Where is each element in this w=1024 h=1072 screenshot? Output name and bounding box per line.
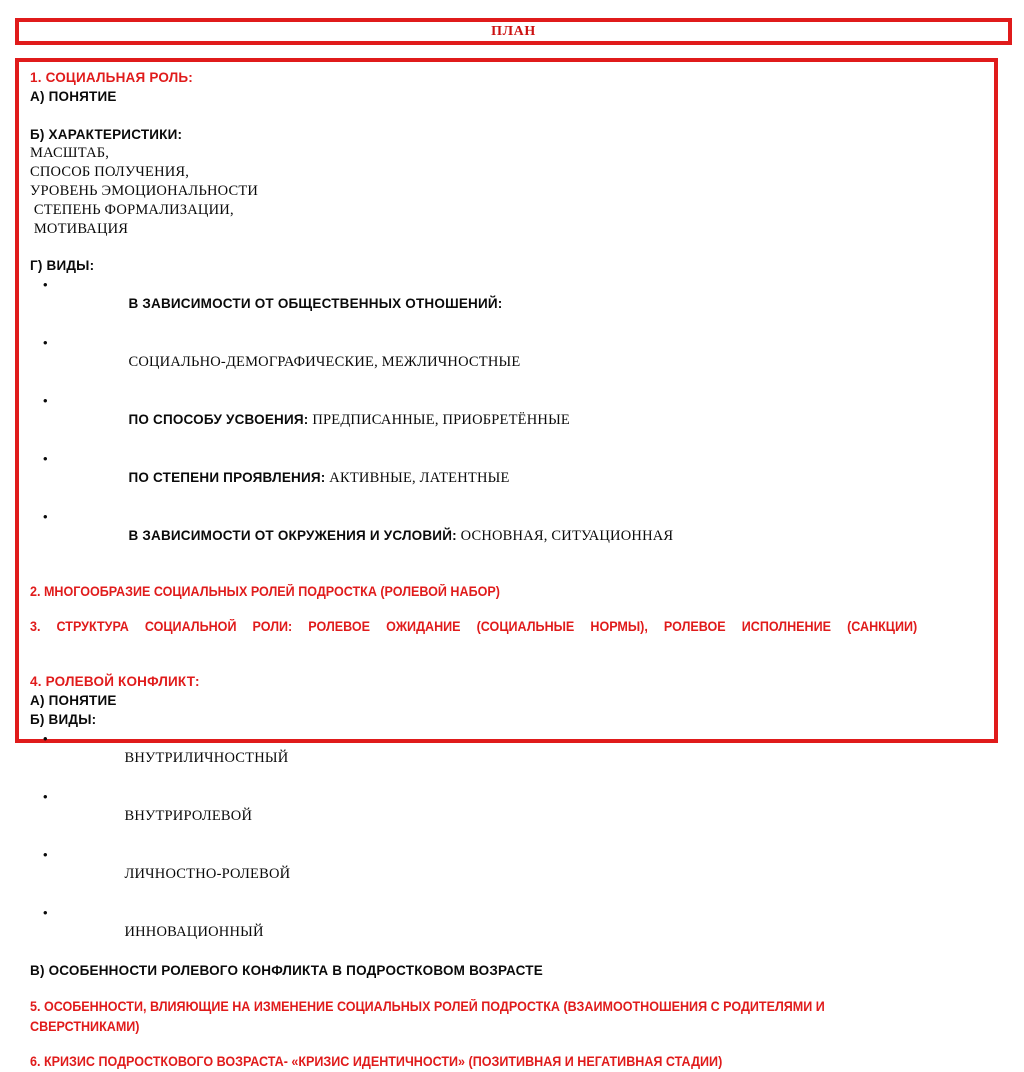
section-5-heading: 5. ОСОБЕННОСТИ, ВЛИЯЮЩИЕ НА ИЗМЕНЕНИЕ СОЦИАЛЬНЫХ РОЛЕЙ ПОДРОСТКА (ВЗАИМООТНОШЕНИЯ С РОДИТЕЛЯМИ И СВЕРСТНИКАМИ) [30, 999, 825, 1034]
list-item-plain: ОСНОВНАЯ, СИТУАЦИОННАЯ [456, 528, 674, 544]
list-item [30, 787, 984, 845]
list-item-bold: В ЗАВИСИМОСТИ ОТ ОБЩЕСТВЕННЫХ ОТНОШЕНИЙ: [128, 296, 503, 311]
list-item-plain: ВНУТРИРОЛЕВОЙ [124, 808, 253, 824]
list-item-bold: ПО СТЕПЕНИ ПРОЯВЛЕНИЯ: [128, 470, 326, 485]
bullet-icon: • [43, 905, 48, 920]
bullet-icon: • [43, 451, 48, 466]
bullet-icon: • [43, 731, 48, 746]
title-box [15, 18, 1012, 45]
characteristic-emotionality: УРОВЕНЬ ЭМОЦИОНАЛЬНОСТИ [30, 183, 259, 199]
list-item [30, 729, 984, 787]
section-1-heading: 1. СОЦИАЛЬНАЯ РОЛЬ: [30, 70, 193, 85]
bullet-icon: • [43, 509, 48, 524]
list-item-plain: СОЦИАЛЬНО-ДЕМОГРАФИЧЕСКИЕ, МЕЖЛИЧНОСТНЫЕ [128, 354, 521, 370]
list-item-bold: В ЗАВИСИМОСТИ ОТ ОКРУЖЕНИЯ И УСЛОВИЙ: [128, 528, 457, 543]
list-item [30, 275, 984, 333]
section-1-item-g: Г) ВИДЫ: [30, 258, 95, 273]
spacer [30, 602, 984, 617]
list-item [30, 391, 984, 449]
section-4-item-b: Б) ВИДЫ: [30, 712, 97, 727]
section-1-item-a: А) ПОНЯТИЕ [30, 89, 117, 104]
list-item-bold: ПО СПОСОБУ УСВОЕНИЯ: [128, 412, 309, 427]
spacer [30, 106, 984, 125]
section-2-heading: 2. МНОГООБРАЗИЕ СОЦИАЛЬНЫХ РОЛЕЙ ПОДРОСТКА (РОЛЕВОЙ НАБОР) [30, 584, 500, 599]
list-item [30, 903, 984, 961]
section-4-item-a: А) ПОНЯТИЕ [30, 693, 117, 708]
characteristic-acquisition: СПОСОБ ПОЛУЧЕНИЯ, [30, 164, 190, 180]
bullet-icon: • [43, 789, 48, 804]
role-types-list [30, 275, 984, 565]
characteristic-scale: МАСШТАБ, [30, 145, 110, 161]
characteristic-formalization: СТЕПЕНЬ ФОРМАЛИЗАЦИИ, [30, 202, 234, 218]
page-title: ПЛАН [491, 23, 536, 39]
section-1-item-b: Б) ХАРАКТЕРИСТИКИ: [30, 127, 183, 142]
list-item [30, 845, 984, 903]
section-6-heading: 6. КРИЗИС ПОДРОСТКОВОГО ВОЗРАСТА- «КРИЗИС ИДЕНТИЧНОСТИ» (ПОЗИТИВНАЯ И НЕГАТИВНАЯ СТАДИИ) [30, 1054, 723, 1069]
section-4-heading: 4. РОЛЕВОЙ КОНФЛИКТ: [30, 674, 200, 689]
spacer [30, 980, 984, 997]
plan-content [30, 68, 984, 1072]
list-item-plain: ИННОВАЦИОННЫЙ [124, 924, 264, 940]
spacer [30, 1037, 984, 1052]
spacer [30, 657, 984, 672]
bullet-icon: • [43, 393, 48, 408]
bullet-icon: • [43, 847, 48, 862]
list-item [30, 333, 984, 391]
list-item-plain: ЛИЧНОСТНО-РОЛЕВОЙ [124, 866, 291, 882]
list-item [30, 507, 984, 565]
plan-content-box [15, 58, 998, 1069]
bullet-icon: • [43, 277, 48, 292]
list-item-plain: ВНУТРИЛИЧНОСТНЫЙ [124, 750, 289, 766]
list-item-plain: ПРЕДПИСАННЫЕ, ПРИОБРЕТЁННЫЕ [308, 412, 570, 428]
spacer [30, 239, 984, 256]
section-4-item-v: В) ОСОБЕННОСТИ РОЛЕВОГО КОНФЛИКТА В ПОДРОСТКОВОМ ВОЗРАСТЕ [30, 963, 543, 978]
bullet-icon: • [43, 335, 48, 350]
list-item [30, 449, 984, 507]
section-3-heading: 3. СТРУКТУРА СОЦИАЛЬНОЙ РОЛИ: РОЛЕВОЕ ОЖИДАНИЕ (СОЦИАЛЬНЫЕ НОРМЫ), РОЛЕВОЕ ИСПОЛНЕНИЕ (САНКЦИИ) [30, 619, 918, 634]
conflict-types-list [30, 729, 984, 961]
list-item-plain: АКТИВНЫЕ, ЛАТЕНТНЫЕ [325, 470, 510, 486]
characteristic-motivation: МОТИВАЦИЯ [30, 221, 129, 237]
spacer [30, 565, 984, 582]
